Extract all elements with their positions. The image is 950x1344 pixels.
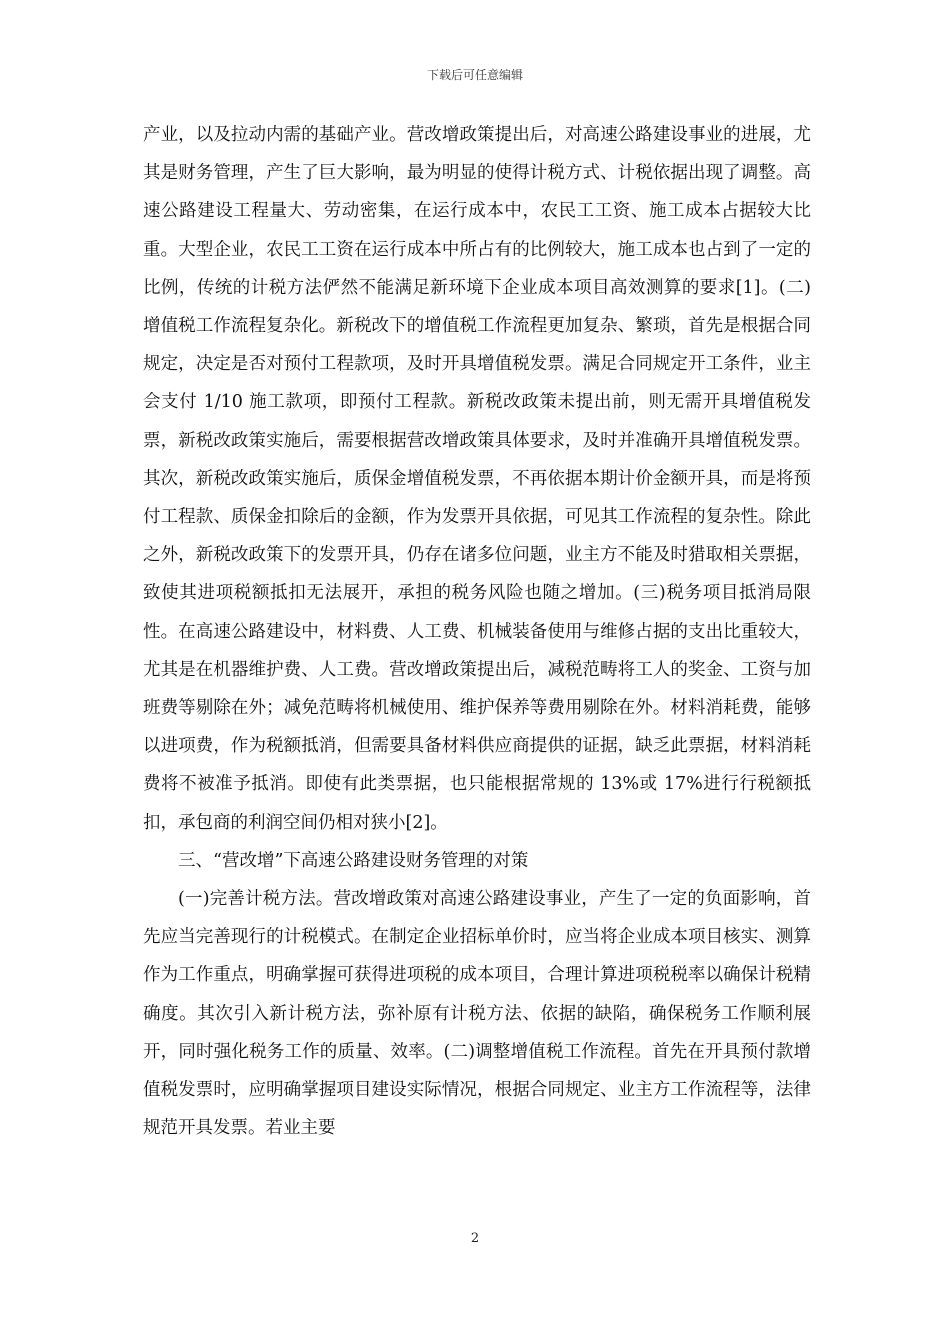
- body-paragraph: 产业，以及拉动内需的基础产业。营改增政策提出后，对高速公路建设事业的进展，尤其是财务管理，产生了巨大影响，最为明显的使得计税方式、计税依据出现了调整。高速公路建设工程量大、劳动密集，在运行成本中，农民工工资、施工成本占据较大比重。大型企业，农民工工资在运行成本中所占有的比例较大，施工成本也占到了一定的比例，传统的计税方法俨然不能满足新环境下企业成本项目高效测算的要求[1]。(二)增值税工作流程复杂化。新税改下的增值税工作流程更加复杂、繁琐，首先是根据合同规定，决定是否对预付工程款项，及时开具增值税发票。满足合同规定开工条件，业主会支付 1/10 施工款项，即预付工程款。新税改政策未提出前，则无需开具增值税发票，新税改政策实施后，需要根据营改增政策具体要求，及时并准确开具增值税发票。其次，新税改政策实施后，质保金增值税发票，不再依据本期计价金额开具，而是将预付工程款、质保金扣除后的金额，作为发票开具依据，可见其工作流程的复杂性。除此之外，新税改政策下的发票开具，仍存在诸多位问题，业主方不能及时猎取相关票据，致使其进项税额抵扣无法展开，承担的税务风险也随之增加。(三)税务项目抵消局限性。在高速公路建设中，材料费、人工费、机械装备使用与维修占据的支出比重较大，尤其是在机器维护费、人工费。营改增政策提出后，减税范畴将工人的奖金、工资与加班费等剔除在外；减免范畴将机械使用、维护保养等费用剔除在外。材料消耗费，能够以进项费，作为税额抵消，但需要具备材料供应商提供的证据，缺乏此票据，材料消耗费将不被准予抵消。即使有此类票据，也只能根据常规的 13%或 17%进行行税额抵扣，承包商的利润空间仍相对狭小[2]。: [143, 125, 811, 833]
- page-number: 2: [470, 1231, 480, 1246]
- page-header-note: 下载后可任意编辑: [426, 68, 523, 82]
- body-paragraph: (一)完善计税方法。营改增政策对高速公路建设事业，产生了一定的负面影响，首先应当完善现行的计税模式。在制定企业招标单价时，应当将企业成本项目核实、测算作为工作重点，明确掌握可获得进项税的成本项目，合理计算进项税税率以确保计税精确度。其次引入新计税方法，弥补原有计税方法、依据的缺陷，确保税务工作顺利展开，同时强化税务工作的质量、效率。(二)调整增值税工作流程。首先在开具预付款增值税发票时，应明确掌握项目建设实际情况，根据合同规定、业主方工作流程等，法律规范开具发票。若业主要: [143, 889, 811, 1139]
- section-heading: 三、“营改增”下高速公路建设财务管理的对策: [178, 850, 529, 871]
- document-body: [143, 116, 811, 1147]
